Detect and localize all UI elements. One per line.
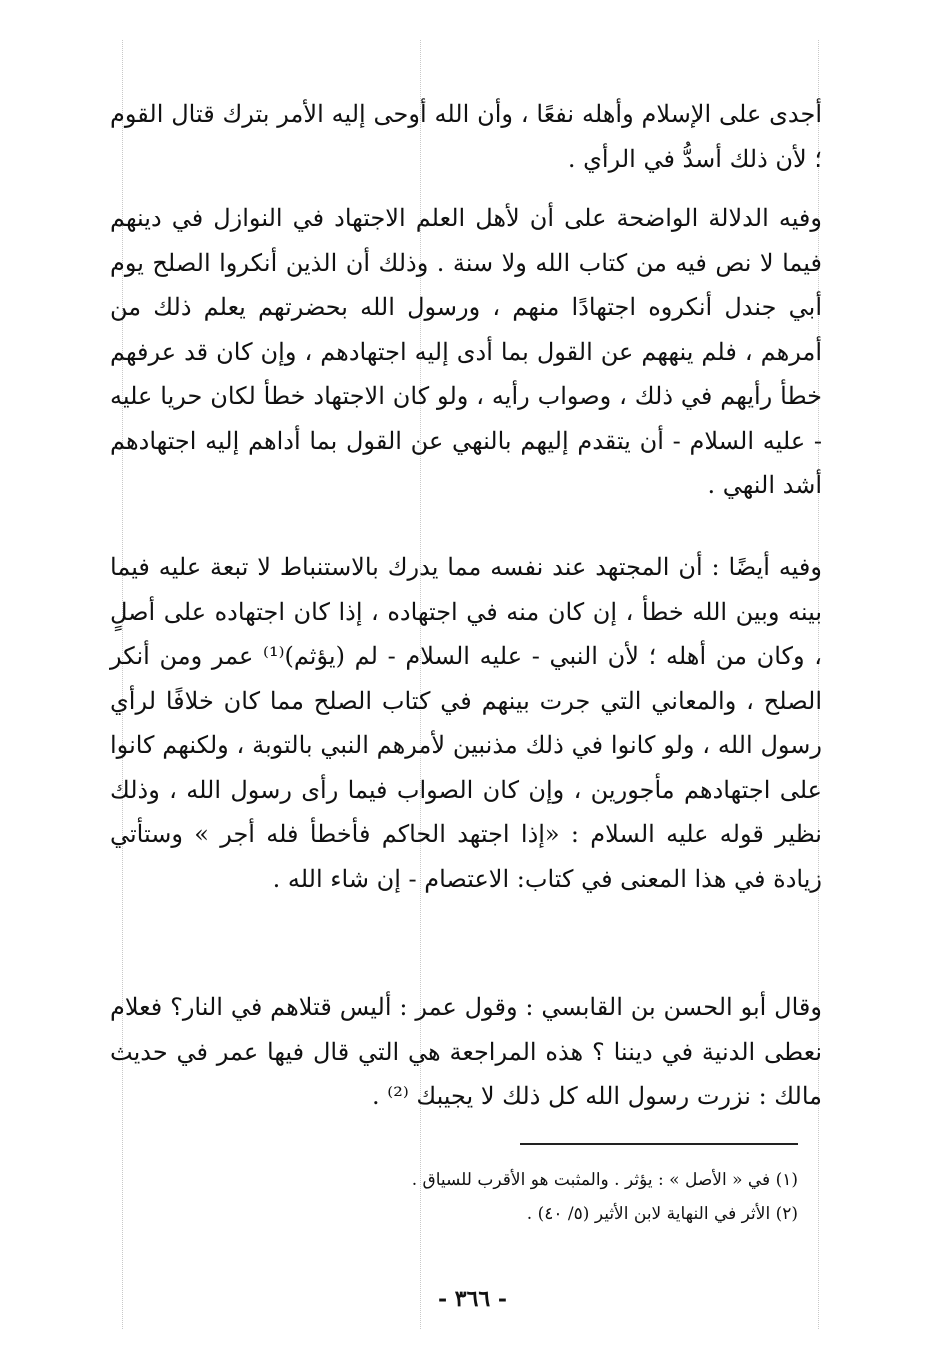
footnote-2: (٢) الأثر في النهاية لابن الأثير (٥/ ٤٠) . (526, 1204, 798, 1224)
paragraph-text: وفيه أيضًا : أن المجتهد عند نفسه مما يدرك بالاستنباط لا تبعة عليه فيما بينه وبين الله خطأ ، إن كان منه في اجتهاده ، إذا كان اجتهاده على أصلٍ ، وكان من أهله ؛ لأن النبي - عليه السلام - لم (يؤثم)⁽¹⁾ عمر ومن أنكر الصلح ، والمعاني التي جرت بينهم في كتاب الصلح مما كان خلافًا لرأي رسول الله ، ولو كانوا في ذلك مذنبين لأمرهم النبي بالتوبة ، ولكنهم كانوا على اجتهادهم مأجورين ، وإن كان الصواب فيما رأى رسول الله ، وذلك نظير قوله عليه السلام : «إذا اجتهد الحاكم فأخطأ فله أجر » وستأتي زيادة في هذا المعنى في كتاب: الاعتصام - إن شاء الله . (110, 553, 822, 893)
footnote-1: (١) في « الأصل » : يؤثر . والمثبت هو الأقرب للسياق . (411, 1170, 798, 1190)
paragraph-text: وقال أبو الحسن بن القابسي : وقول عمر : أليس قتلاهم في النار؟ فعلام نعطى الدنية في ديننا ؟ هذه المراجعة هي التي قال فيها عمر في حديث مالك : نزرت رسول الله كل ذلك لا يجيبك ⁽²⁾ . (110, 993, 822, 1110)
paragraph-text: أجدى على الإسلام وأهله نفعًا ، وأن الله أوحى إليه الأمر بترك قتال القوم ؛ لأن ذلك أسدُّ في الرأي . (110, 100, 822, 173)
footnote-divider (520, 1143, 798, 1145)
paragraph-text: وفيه الدلالة الواضحة على أن لأهل العلم الاجتهاد في النوازل في دينهم فيما لا نص فيه من كتاب الله ولا سنة . وذلك أن الذين أنكروا الصلح يوم أبي جندل أنكروه اجتهادًا منهم ، ورسول الله بحضرتهم يعلم ذلك من أمرهم ، فلم ينههم عن القول بما أدى إليه اجتهادهم ، وإن كان قد عرفهم خطأ رأيهم في ذلك ، وصواب رأيه ، ولو كان الاجتهاد خطأ لكان حريا عليه - عليه السلام - أن يتقدم إليهم بالنهي عن القول بما أداهم إليه اجتهادهم أشد النهي . (110, 204, 822, 499)
paragraph-3 (110, 545, 822, 901)
paragraph-4 (110, 985, 822, 1119)
page-number: - ٣٦٦ - (437, 1286, 508, 1312)
paragraph-1 (110, 92, 822, 181)
footnotes (300, 1163, 798, 1231)
paragraph-2 (110, 196, 822, 508)
